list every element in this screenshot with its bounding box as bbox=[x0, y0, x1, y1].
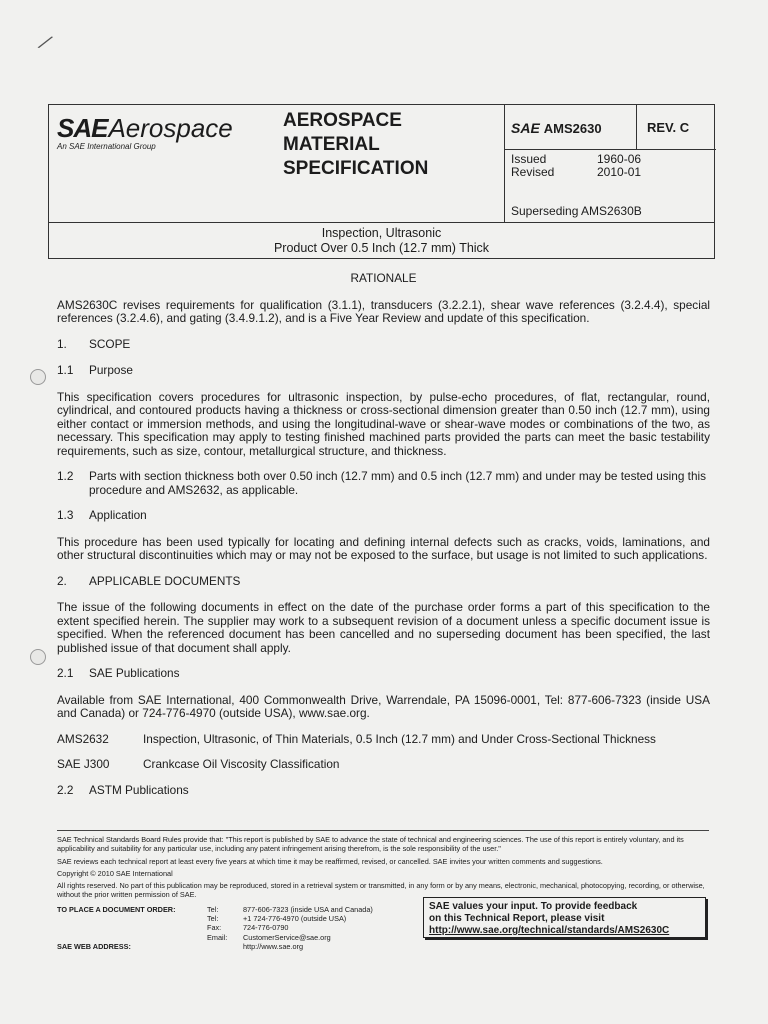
sae-aerospace-logo bbox=[57, 113, 277, 151]
rationale-text: AMS2630C revises requirements for qualification (3.1.1), transducers (3.2.2.1), shear wave references (3.2.4.4), special references (3.2.4.6), and gating (3.4.9.1.2), and is a Five Year Review and update of this specification. bbox=[57, 297, 710, 325]
logo-subtitle: An SAE International Group bbox=[57, 142, 156, 151]
section-number: 2.1 bbox=[57, 666, 74, 680]
email-label: Email: bbox=[207, 932, 228, 942]
issued-label: Issued bbox=[511, 152, 547, 166]
punch-hole-icon bbox=[30, 369, 46, 385]
legal-footer bbox=[57, 830, 709, 903]
paragraph: Available from SAE International, 400 Commonwealth Drive, Warrendale, PA 15096-0001, Tel: 877-606-7323 (inside USA and Canada) or 724-776-4970 (outside USA), www.sae.org. bbox=[57, 692, 710, 720]
date-block bbox=[511, 153, 641, 179]
punch-hole-icon bbox=[30, 649, 46, 665]
section-heading bbox=[57, 338, 710, 352]
paragraph: Parts with section thickness both over 0.50 inch (12.7 mm) and 0.5 inch (12.7 mm) and under may be tested using this procedure and AMS2632, as applicable. bbox=[89, 469, 707, 497]
reference-entry bbox=[57, 758, 710, 772]
tel-label: Tel: bbox=[207, 905, 219, 914]
title-line-3: SPECIFICATION bbox=[283, 158, 429, 179]
section-number: 2.2 bbox=[57, 782, 74, 797]
subject-line-2: Product Over 0.5 Inch (12.7 mm) Thick bbox=[273, 241, 490, 255]
section-number: 1.1 bbox=[57, 363, 74, 377]
section-heading bbox=[57, 575, 710, 589]
order-info bbox=[57, 905, 417, 951]
section-heading bbox=[57, 364, 710, 378]
fax-value: 724-776-0790 bbox=[243, 923, 289, 933]
numbered-paragraph bbox=[57, 470, 710, 497]
superseding: Superseding AMS2630B bbox=[511, 204, 642, 218]
section-title: SAE Publications bbox=[89, 666, 180, 680]
revision: REV. C bbox=[637, 105, 716, 150]
section-heading bbox=[57, 667, 710, 681]
reference-entry bbox=[57, 733, 710, 747]
section-title: Application bbox=[89, 508, 147, 522]
reference-title: Inspection, Ultrasonic, of Thin Materials, 0.5 Inch (12.7 mm) and Under Cross-Sectional Thickness bbox=[143, 731, 656, 746]
revised-label: Revised bbox=[511, 165, 555, 179]
footer-rights-text: All rights reserved. No part of this publication may be reproduced, stored in a retrieval system or transmitted, in any form or by any means, electronic, mechanical, photocopying, recording, or otherwise, without the prior written permission of SAE. bbox=[57, 881, 705, 900]
reference-title: Crankcase Oil Viscosity Classification bbox=[143, 757, 340, 771]
document-subject bbox=[49, 222, 714, 259]
paragraph: This specification covers procedures for ultrasonic inspection, by pulse-echo procedures, of flat, rectangular, round, cylindrical, and contoured products having a thickness or cross-sectional dimension greater than 0.50 inch (12.7 mm), using either contact or immersion methods, and using the longitudinal-wave or shear-wave modes or combinations of the two, as necessary. This specification may apply to testing finished machined parts provided the parts can meet the basic testability requirements, such as size, contour, metallurgical structure, and thickness. bbox=[57, 389, 710, 458]
footer-review-text: SAE reviews each technical report at least every five years at which time it may be reaffirmed, revised, or cancelled. SAE invites your written comments and suggestions. bbox=[57, 856, 603, 866]
email-link[interactable]: CustomerService@sae.org bbox=[243, 932, 331, 942]
section-number: 1.2 bbox=[57, 469, 74, 483]
feedback-box bbox=[423, 897, 706, 938]
header-box bbox=[48, 104, 715, 259]
logo-mark: SAE bbox=[57, 113, 108, 143]
subject-line-1: Inspection, Ultrasonic bbox=[321, 226, 442, 240]
order-label: TO PLACE A DOCUMENT ORDER: bbox=[57, 905, 176, 914]
rationale-heading: RATIONALE bbox=[350, 271, 417, 285]
reference-code: AMS2632 bbox=[57, 731, 109, 746]
section-title: APPLICABLE DOCUMENTS bbox=[89, 573, 241, 588]
paragraph: This procedure has been used typically for locating and defining internal defects such as cracks, voids, laminations, and other structural discontinuities which may or may not be exposed to the surface, but usage is not limited to such applications. bbox=[57, 534, 710, 562]
doc-number-text: AMS2630 bbox=[543, 121, 602, 136]
paragraph: The issue of the following documents in effect on the date of the purchase order forms a part of this specification to the extent specified herein. The supplier may work to a subsequent revision of a document unless a specific document issue is specified. When the referenced document has been cancelled and no superseding document has been specified, the last published issue of that document shall apply. bbox=[57, 600, 710, 655]
section-number: 2. bbox=[57, 573, 67, 588]
tel-label: Tel: bbox=[207, 914, 219, 924]
document-info bbox=[504, 105, 716, 222]
fax-label: Fax: bbox=[207, 923, 222, 933]
title-line-1: AEROSPACE bbox=[283, 110, 402, 131]
footer-copyright: Copyright © 2010 SAE International bbox=[57, 868, 173, 878]
reference-code: SAE J300 bbox=[57, 757, 110, 771]
document-type-title bbox=[283, 109, 473, 181]
section-title: SCOPE bbox=[89, 336, 131, 351]
section-title: ASTM Publications bbox=[89, 782, 189, 797]
section-number: 1.3 bbox=[57, 508, 74, 522]
feedback-link[interactable]: http://www.sae.org/technical/standards/AMS2630C bbox=[429, 925, 670, 936]
feedback-line-2: on this Technical Report, please visit bbox=[429, 913, 605, 924]
pen-mark-icon: ⁄ bbox=[40, 30, 53, 55]
section-title: Purpose bbox=[89, 363, 133, 377]
feedback-line-1: SAE values your input. To provide feedback bbox=[429, 901, 638, 912]
revised-value: 2010-01 bbox=[597, 165, 642, 179]
tel-value: +1 724-776-4970 (outside USA) bbox=[243, 914, 347, 924]
doc-prefix-logo: SAE bbox=[511, 120, 540, 136]
web-label: SAE WEB ADDRESS: bbox=[57, 941, 131, 951]
section-number: 1. bbox=[57, 336, 67, 351]
tel-value: 877-606-7323 (inside USA and Canada) bbox=[243, 905, 373, 914]
issued-value: 1960-06 bbox=[597, 152, 642, 166]
section-heading bbox=[57, 784, 710, 798]
document-body bbox=[57, 272, 710, 810]
web-link[interactable]: http://www.sae.org bbox=[243, 941, 304, 951]
title-line-2: MATERIAL bbox=[283, 134, 380, 155]
footer-rules-text: SAE Technical Standards Board Rules provide that: "This report is published by SAE to advance the state of technical and engineering sciences. The use of this report is entirely voluntary, and its applicability and suitability for any particular use, including any patent infringement arising therefrom, is the sole responsibility of the user." bbox=[57, 835, 684, 854]
logo-name: Aerospace bbox=[108, 113, 233, 143]
document-number bbox=[505, 105, 637, 150]
section-heading bbox=[57, 509, 710, 523]
